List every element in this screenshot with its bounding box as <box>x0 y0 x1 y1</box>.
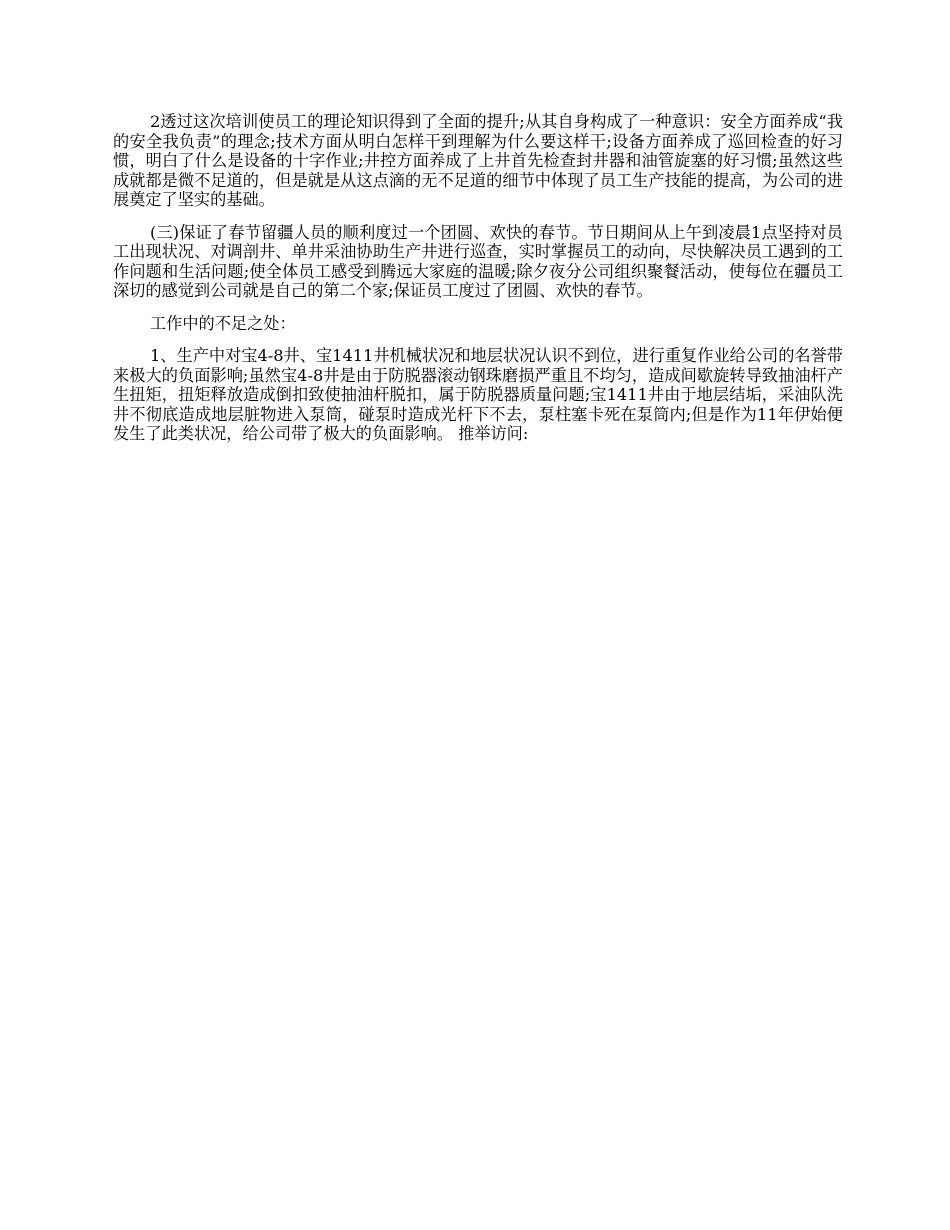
paragraph-spring-festival: (三)保证了春节留疆人员的顺利度过一个团圆、欢快的春节。节日期间从上午到凌晨1点坚持对员工出现状况、对调剖井、单井采油协助生产井进行巡查，实时掌握员工的动向，尽快解决员工遇到的工作问题和生活问题;使全体员工感受到腾远大家庭的温暖;除夕夜分公司组织聚餐活动，使每位在疆员工深切的感觉到公司就是自己的第二个家;保证员工度过了团圆、欢快的春节。 <box>113 222 843 300</box>
paragraph-training-improvement: 2透过这次培训使员工的理论知识得到了全面的提升;从其自身构成了一种意识：安全方面养成“我的安全我负责”的理念;技术方面从明白怎样干到理解为什么要这样干;设备方面养成了巡回检查的好习惯，明白了什么是设备的十字作业;井控方面养成了上井首先检查封井器和油管旋塞的好习惯;虽然这些成就都是微不足道的，但是就是从这点滴的无不足道的细节中体现了员工生产技能的提高，为公司的进展奠定了坚实的基础。 <box>113 112 843 209</box>
document-body <box>113 112 843 457</box>
paragraph-shortcomings-heading: 工作中的不足之处： <box>150 313 296 333</box>
paragraph-shortcomings-detail: 1、生产中对宝4-8井、宝1411井机械状况和地层状况认识不到位，进行重复作业给公司的名誉带来极大的负面影响;虽然宝4-8井是由于防脱器滚动钢珠磨损严重且不均匀，造成间歇旋转导致抽油杆产生扭矩，扭矩释放造成倒扣致使抽油杆脱扣，属于防脱器质量问题;宝1411井由于地层结垢，采油队洗井不彻底造成地层脏物进入泵筒，碰泵时造成光杆下不去，泵柱塞卡死在泵筒内;但是作为11年伊始便发生了此类状况，给公司带了极大的负面影响。 推举访问: <box>113 346 843 443</box>
